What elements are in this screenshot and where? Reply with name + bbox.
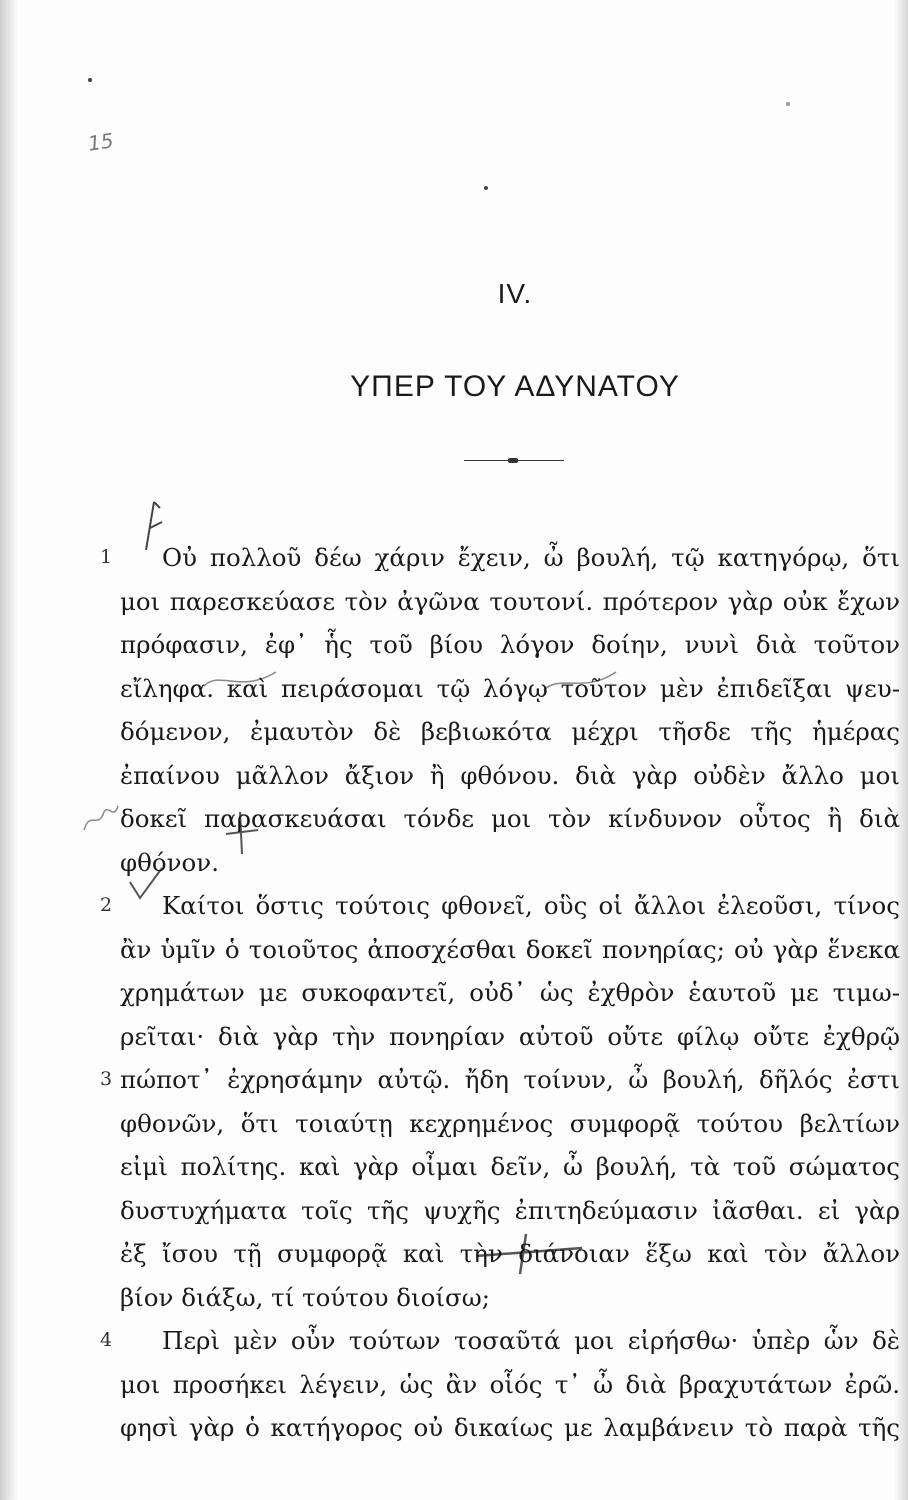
text-line xyxy=(120,1015,900,1059)
line-text: δυστυχήματα τοῖς τῆς ψυχῆς ἐπιτηδεύμασιν ἰᾶσθαι. εἰ γὰρ xyxy=(120,1195,900,1225)
line-text: φθόνον. xyxy=(120,847,219,877)
text-line xyxy=(120,1276,900,1320)
line-text: πώποτ᾽ ἐχρησάμην αὐτῷ. ἤδη τοίνυν, ὦ βουλή, δῆλός ἐστι xyxy=(120,1065,900,1094)
text-line xyxy=(120,580,900,624)
line-text: πρόφασιν, ἐφ᾽ ἧς τοῦ βίου λόγον δοίην, νυνὶ διὰ τοῦτον xyxy=(120,630,900,659)
text-line xyxy=(100,884,900,928)
text-line xyxy=(120,971,900,1015)
line-text: μοι προσήκει λέγειν, ὡς ἂν οἷός τ᾽ ὦ διὰ βραχυτάτων ἐρῶ. xyxy=(120,1369,900,1399)
line-text: μοι παρεσκεύασε τὸν ἀγῶνα τουτονί. πρότερον γὰρ οὐκ ἔχων xyxy=(120,586,900,616)
line-text: δοκεῖ παρασκευάσαι τόνδε μοι τὸν κίνδυνον οὗτος ἢ διὰ xyxy=(120,804,900,833)
text-line xyxy=(120,710,900,754)
line-text: χρημάτων με συκοφαντεῖ, οὐδ᾽ ὡς ἐχθρὸν ἑαυτοῦ με τιμω- xyxy=(120,978,900,1007)
section-number: 1 xyxy=(100,546,113,568)
text-line xyxy=(120,1232,900,1276)
line-text: ἐπαίνου μᾶλλον ἄξιον ἢ φθόνου. διὰ γὰρ οὐδὲν ἄλλο μοι xyxy=(120,760,900,790)
line-text: βίον διάξω, τί τούτου διοίσω; xyxy=(120,1282,490,1312)
chapter-title: ΥΠΕΡ ΤΟΥ ΑΔΥΝΑΤΟΥ xyxy=(350,370,680,403)
text-line xyxy=(120,841,900,885)
text-line xyxy=(120,928,900,972)
chapter-number: IV. xyxy=(497,278,533,309)
text-line xyxy=(120,1406,900,1450)
page-gutter-shadow xyxy=(0,0,18,1500)
section-number: 3 xyxy=(100,1068,113,1090)
line-text: ἂν ὑμῖν ὁ τοιοῦτος ἀποσχέσθαι δοκεῖ πονηρίας; οὐ γὰρ ἕνεκα xyxy=(120,934,900,964)
line-text: Οὐ πολλοῦ δέω χάριν ἔχειν, ὦ βουλή, τῷ κατηγόρῳ, ὅτι xyxy=(162,543,900,572)
text-line xyxy=(120,623,900,667)
text-line xyxy=(120,754,900,798)
section-number: 2 xyxy=(100,894,113,916)
text-line xyxy=(100,536,900,580)
line-text: φθονῶν, ὅτι τοιαύτῃ κεχρημένος συμφορᾷ τούτου βελτίων xyxy=(120,1108,900,1138)
section-number: 4 xyxy=(100,1329,113,1351)
text-line xyxy=(120,1189,900,1233)
line-text: δόμενον, ἐμαυτὸν δὲ βεβιωκότα μέχρι τῆσδε τῆς ἡμέρας xyxy=(120,717,900,746)
text-line xyxy=(100,1058,900,1102)
text-line xyxy=(100,1319,900,1363)
text-line xyxy=(120,1363,900,1407)
line-text: ἐξ ἴσου τῇ συμφορᾷ καὶ τὴν διάνοιαν ἕξω καὶ τὸν ἄλλον xyxy=(120,1239,900,1268)
line-text: εἰμὶ πολίτης. καὶ γὰρ οἶμαι δεῖν, ὦ βουλή, τὰ τοῦ σώματος xyxy=(120,1152,900,1181)
text-line xyxy=(120,797,900,841)
line-text: εἴληφα. καὶ πειράσομαι τῷ λόγῳ τοῦτον μὲν ἐπιδεῖξαι ψευ- xyxy=(120,673,900,703)
text-line xyxy=(120,1145,900,1189)
line-text: ρεῖται· διὰ γὰρ τὴν πονηρίαν αὐτοῦ οὔτε φίλῳ οὔτε ἐχθρῷ xyxy=(120,1021,900,1051)
text-line xyxy=(120,1102,900,1146)
ink-speck xyxy=(88,78,92,82)
pencil-margin-scribble xyxy=(80,800,120,836)
line-text: φησὶ γὰρ ὁ κατήγορος οὐ δικαίως με λαμβάνειν τὸ παρὰ τῆς xyxy=(120,1413,900,1442)
line-text: Περὶ μὲν οὖν τούτων τοσαῦτά μοι εἰρήσθω· ὑπὲρ ὧν δὲ xyxy=(162,1326,900,1355)
line-text: Καίτοι ὅστις τούτοις φθονεῖ, οὓς οἱ ἄλλοι ἐλεοῦσι, τίνος xyxy=(162,891,900,920)
ink-speck xyxy=(484,186,488,190)
text-line xyxy=(120,667,900,711)
ink-speck xyxy=(786,102,790,106)
handwritten-folio-number: 15 xyxy=(86,128,115,156)
title-ornament-divider xyxy=(464,458,564,464)
body-text xyxy=(100,536,900,1450)
